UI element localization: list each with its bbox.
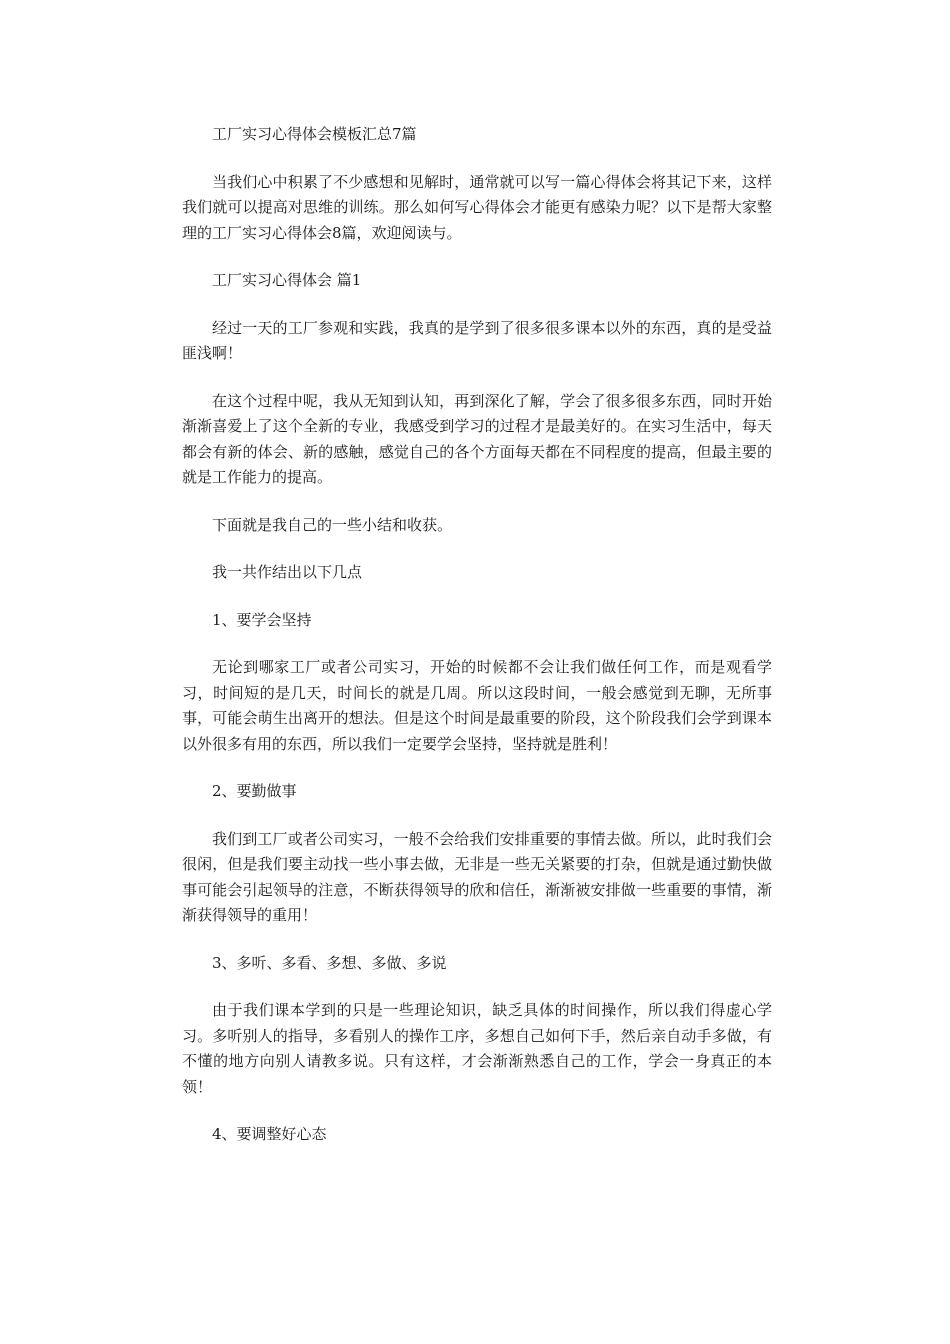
body-paragraph: 由于我们课本学到的只是一些理论知识，缺乏具体的时间操作，所以我们得虚心学习。多听别人的指导，多看别人的操作工序，多想自己如何下手，然后亲自动手多做，有不懂的地方向别人请教多说。只有这样，才会渐渐熟悉自己的工作，学会一身真正的本领！: [182, 1001, 772, 1096]
point-heading-4: 4、要调整好心态: [212, 1125, 327, 1143]
body-paragraph: 在这个过程中呢，我从无知到认知，再到深化了解，学会了很多很多东西，同时开始渐渐喜爱上了这个全新的专业，我感受到学习的过程才是最美好的。在实习生活中，每天都会有新的体会、新的感触，感觉自己的各个方面每天都在不同程度的提高，但最主要的就是工作能力的提高。: [182, 391, 772, 486]
document-page: [182, 122, 772, 1170]
point-heading-1: 1、要学会坚持: [212, 610, 312, 629]
point-heading-2: 2、要勤做事: [212, 782, 297, 800]
body-paragraph: 经过一天的工厂参观和实践，我真的是学到了很多很多课本以外的东西，真的是受益匪浅啊！: [182, 318, 772, 362]
document-title: 工厂实习心得体会模板汇总7篇: [212, 125, 417, 143]
point-heading-3: 3、多听、多看、多想、多做、多说: [212, 953, 447, 972]
intro-paragraph: 当我们心中积累了不少感想和见解时，通常就可以写一篇心得体会将其记下来，这样我们就可以提高对思维的训练。那么如何写心得体会才能更有感染力呢？以下是帮大家整理的工厂实习心得体会8篇，欢迎阅读与。: [182, 172, 772, 242]
body-paragraph: 无论到哪家工厂或者公司实习，开始的时候都不会让我们做任何工作，而是观看学习，时间短的是几天，时间长的就是几周。所以这段时间，一般会感觉到无聊，无所事事，可能会萌生出离开的想法。但是这个时间是最重要的阶段，这个阶段我们会学到课本以外很多有用的东西，所以我们一定要学会坚持，坚持就是胜利！: [182, 658, 772, 753]
body-paragraph: 我一共作结出以下几点: [212, 563, 363, 581]
body-paragraph: 我们到工厂或者公司实习，一般不会给我们安排重要的事情去做。所以，此时我们会很闲，但是我们要主动找一些小事去做，无非是一些无关紧要的打杂，但就是通过勤快做事可能会引起领导的注意，不断获得领导的欣和信任，渐渐被安排做一些重要的事情，渐渐获得领导的重用！: [182, 829, 772, 924]
section-heading-part-1: 工厂实习心得体会 篇1: [212, 271, 362, 289]
body-paragraph: 下面就是我自己的一些小结和收获。: [212, 515, 453, 534]
